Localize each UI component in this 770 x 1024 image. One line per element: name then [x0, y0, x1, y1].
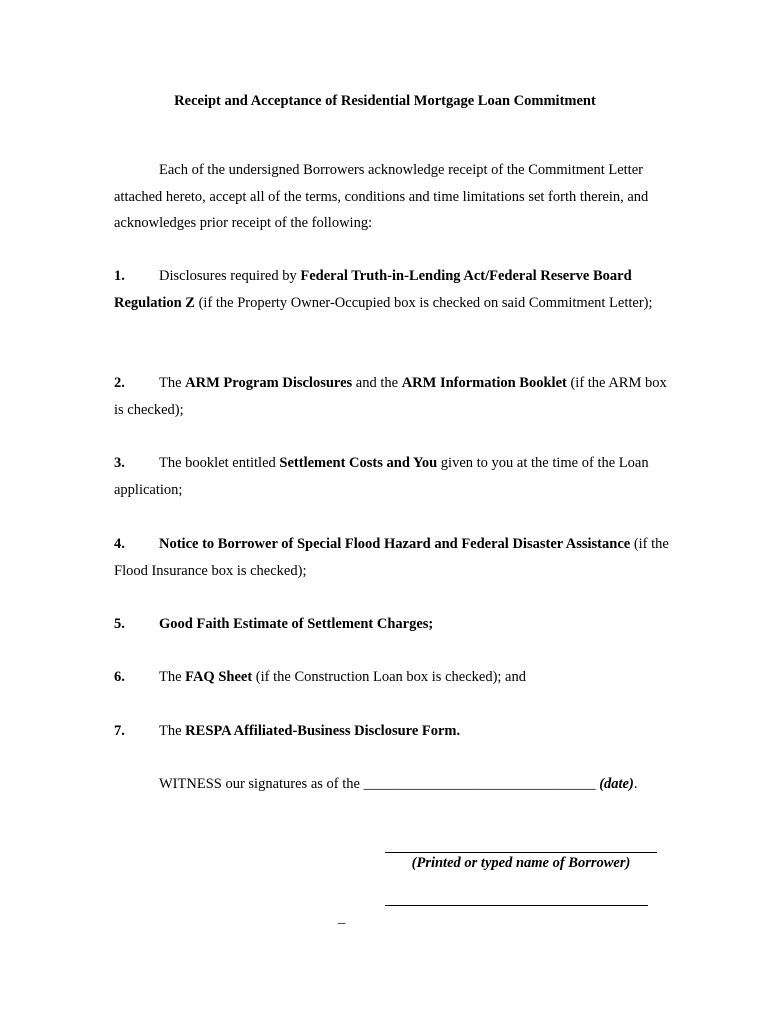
list-item-3 — [114, 450, 674, 503]
item-text-post: (if the ARM box is checked); — [114, 375, 667, 418]
item-text-bold: Good Faith Estimate of Settlement Charges; — [159, 616, 434, 632]
document-title: Receipt and Acceptance of Residential Mortgage Loan Commitment — [174, 93, 596, 109]
date-label: (date) — [599, 776, 634, 792]
signature-caption: (Printed or typed name of Borrower) — [411, 855, 631, 871]
item-number: 6. — [114, 669, 125, 685]
item-text-pre: Disclosures required by — [159, 268, 301, 284]
list-item-6 — [114, 664, 674, 691]
witness-end: . — [633, 776, 638, 792]
item-text-bold: ARM Program Disclosures — [185, 375, 353, 391]
intro-paragraph — [114, 157, 674, 237]
intro-text: Each of the undersigned Borrowers acknowledge receipt of the Commitment Letter attached hereto, accept all of the terms, conditions and time limitations set forth therein, and acknowledges prior receipt of the following: — [114, 162, 649, 231]
item-text-post: (if the Flood Insurance box is checked); — [114, 536, 669, 579]
item-text-pre: The — [159, 723, 186, 739]
item-number: 4. — [114, 536, 125, 552]
item-text-mid: and the — [352, 375, 402, 391]
item-text-pre: The — [159, 375, 186, 391]
item-number: 1. — [114, 268, 125, 284]
item-text-post: given to you at the time of the Loan application; — [114, 455, 649, 498]
item-number: 3. — [114, 455, 125, 471]
witness-line — [114, 771, 694, 798]
item-text-post: (if the Property Owner-Occupied box is checked on said Commitment Letter); — [194, 294, 653, 311]
list-item-5 — [114, 611, 674, 638]
list-item-4 — [114, 531, 674, 584]
item-text-pre: The — [159, 669, 186, 685]
list-item-7 — [114, 718, 674, 745]
item-text-post: (if the Construction Loan box is checked); and — [252, 669, 526, 685]
witness-text: WITNESS our signatures as of the ________________________________ — [159, 776, 600, 792]
item-number: 2. — [114, 375, 125, 391]
item-text-bold: Notice to Borrower of Special Flood Hazard and Federal Disaster Assistance — [159, 536, 631, 552]
item-text-bold-2: ARM Information Booklet — [401, 375, 567, 391]
list-item-2 — [114, 370, 674, 423]
second-signature-line — [385, 905, 648, 906]
signature-line — [385, 852, 657, 853]
item-text-bold: RESPA Affiliated-Business Disclosure Form. — [185, 723, 461, 739]
item-text-bold: FAQ Sheet — [185, 669, 253, 685]
item-number: 5. — [114, 616, 125, 632]
item-text-bold: Federal Truth-in-Lending Act/Federal Reserve Board Regulation Z — [114, 268, 632, 311]
list-item-1 — [114, 263, 674, 316]
item-text-pre: The booklet entitled — [159, 455, 280, 471]
dash-mark: _ — [338, 910, 346, 926]
item-text-bold: Settlement Costs and You — [279, 455, 438, 471]
item-number: 7. — [114, 723, 125, 739]
